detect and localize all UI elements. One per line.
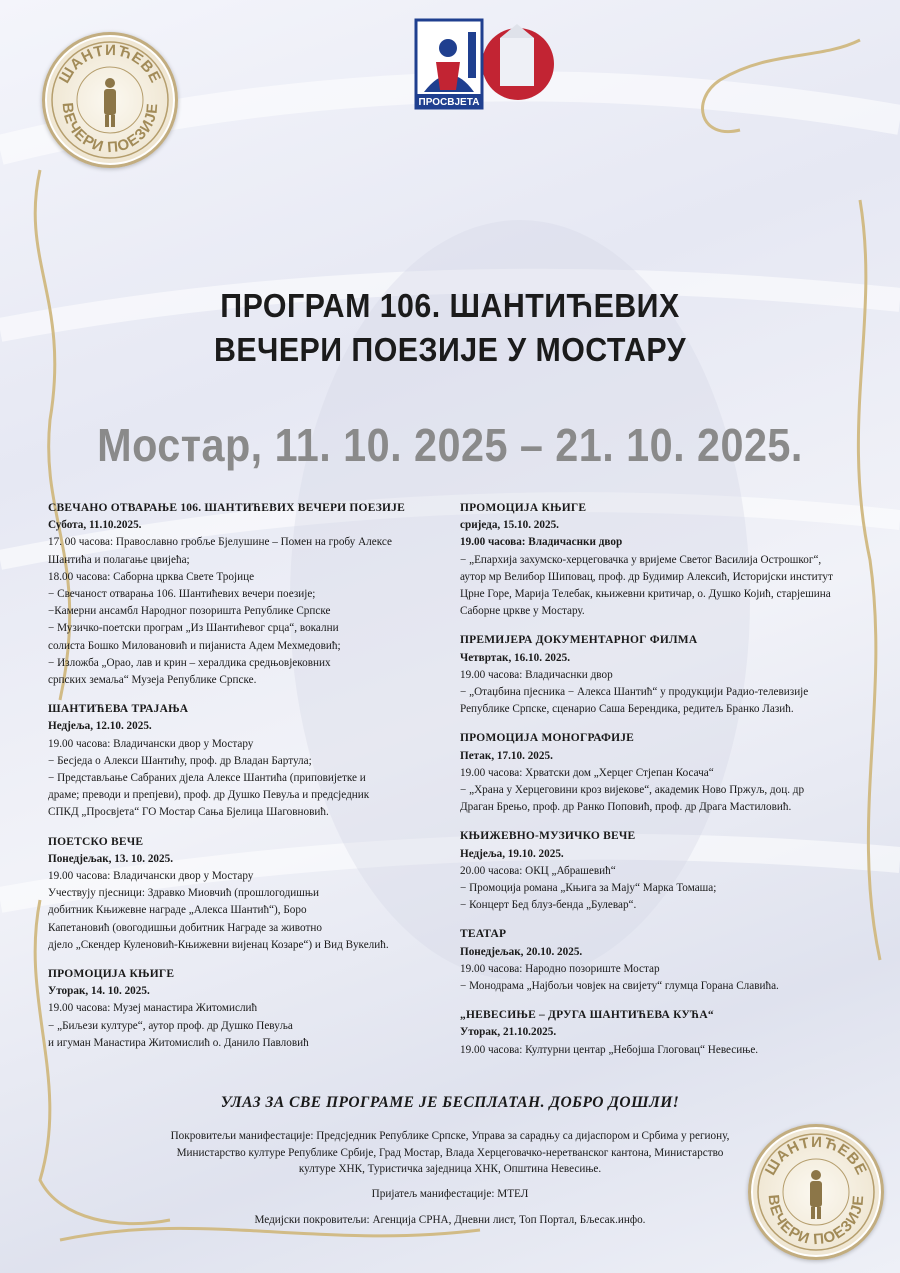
- free-entry-notice: УЛАЗ ЗА СВЕ ПРОГРАМЕ ЈЕ БЕСПЛАТАН. ДОБРО ДОШЛИ!: [220, 1094, 680, 1111]
- sponsors-line: културе ХНК, Туристичка заједница ХНК, Општина Невесиње.: [298, 1163, 602, 1175]
- media-sponsors: Медијски покровитељи: Агенција СРНА, Дневни лист, Топ Портал, Бљесак.инфо.: [254, 1214, 646, 1226]
- sponsors: [110, 1128, 790, 1178]
- section-line: 20.00 часова: ОКЦ „Абрашевић“: [460, 864, 616, 877]
- friend-of-festival: Пријатељ манифестације: МТЕЛ: [371, 1188, 529, 1200]
- section-line: − Бесједа о Алекси Шантићу, проф. др Владан Бартула;: [48, 754, 312, 767]
- section-line: и игуман Манастира Житомислић о. Данило Павловић: [48, 1036, 309, 1049]
- program-section: [460, 500, 860, 620]
- section-line: 19.00 часова: Владичаснки двор: [460, 536, 623, 549]
- section-line: − „Епархија захумско-херцеговачка у вријеме Светог Василија Острошког“,: [460, 553, 822, 566]
- svg-text:ПРОСВЈЕТА: ПРОСВЈЕТА: [418, 97, 480, 108]
- program-column-right: [460, 500, 860, 1071]
- program-column-left: [48, 500, 428, 1064]
- section-line: − „Отаџбина пјесника − Алекса Шантић“ у продукцији Радио-телевизије: [460, 686, 809, 699]
- section-line: − Свечаност отварања 106. Шантићевих вечери поезије;: [48, 588, 316, 601]
- section-line: Црне Горе, Марија Телебак, књижевни критичар, о. Душко Којић, старјешина: [460, 588, 831, 601]
- section-line: − „Биљези културе“, аутор проф. др Душко Певуља: [48, 1019, 293, 1032]
- section-date: Уторак, 14. 10. 2025.: [48, 985, 150, 998]
- sponsors-line: Министарство културе Републике Србије, Град Мостар, Влада Херцеговачко-неретванског кантона, Министарство: [176, 1146, 724, 1159]
- section-date: Субота, 11.10.2025.: [48, 519, 142, 532]
- section-line: − Концерт Бед блуз-бенда „Булевар“.: [460, 899, 637, 912]
- section-line: СПКД „Просвјета“ ГО Мостар Сања Бјелица Шаговновић.: [48, 806, 329, 819]
- program-section: [460, 730, 860, 816]
- program-section: [48, 701, 428, 821]
- section-line: 19.00 часова: Народно позориште Мостар: [460, 962, 660, 975]
- section-title: ПРОМОЦИЈА КЊИГЕ: [48, 968, 175, 981]
- section-line: Шантића и полагање цвијећа;: [48, 553, 190, 566]
- section-line: −Камерни ансамбл Народног позоришта Републике Српске: [48, 605, 331, 618]
- section-line: − Монодрама „Најбољи човјек на свијету“ глумца Горана Славића.: [460, 980, 779, 993]
- program-section: [48, 834, 428, 954]
- section-date: Недјеља, 19.10. 2025.: [460, 847, 564, 860]
- section-date: Уторак, 21.10.2025.: [460, 1026, 557, 1039]
- section-line: − Промоција романа „Књига за Мају“ Марка Томаша;: [460, 882, 717, 895]
- section-date: Понедјељак, 13. 10. 2025.: [48, 852, 174, 865]
- svg-text:ВЕЧЕРИ ПОЕЗИЈЕ: ВЕЧЕРИ ПОЕЗИЈЕ: [58, 101, 162, 157]
- program-section: [48, 500, 428, 689]
- section-title: ТЕАТАР: [460, 928, 507, 941]
- section-line: драме; преводи и препјеви), проф. др Душко Певуља и предсједник: [48, 789, 370, 802]
- svg-text:ШАНТИЋЕВЕ: ШАНТИЋЕВЕ: [761, 1133, 871, 1179]
- section-line: − Изложба „Орао, лав и крин – хералдика средњовјековних: [48, 656, 331, 669]
- section-line: − Представљање Сабраних дјела Алексе Шантића (приповијетке и: [48, 772, 366, 785]
- section-line: Саборне цркве у Мостару.: [460, 605, 585, 618]
- program-section: [460, 632, 860, 718]
- sponsors-line: Покровитељи манифестације: Предсједник Републике Српске, Управа за сарадњу са дијаспором и Србима у региону,: [170, 1130, 730, 1142]
- section-line: 18.00 часова: Саборна црква Свете Тројице: [48, 570, 255, 583]
- section-line: 19.00 часова: Музеј манастира Житомислић: [48, 1002, 258, 1015]
- program-section: [460, 926, 860, 995]
- section-title: ШАНТИЋЕВА ТРАЈАЊА: [48, 703, 189, 716]
- program-section: [460, 1007, 860, 1059]
- section-line: солиста Бошко Миловановић и пијаниста Адем Мехмедовић;: [48, 639, 341, 652]
- program-title: [36, 284, 864, 372]
- program-title-line-1: ПРОГРАМ 106. ШАНТИЋЕВИХ: [220, 287, 680, 324]
- section-date: Понедјељак, 20.10. 2025.: [460, 945, 583, 958]
- section-line: − Музичко-поетски програм „Из Шантићевог срца“, вокални: [48, 622, 339, 635]
- section-line: Учествују пјесници: Здравко Миовчић (прошлогодишњи: [48, 887, 319, 900]
- section-title: ПРЕМИЈЕРА ДОКУМЕНТАРНОГ ФИЛМА: [460, 634, 698, 647]
- section-title: „НЕВЕСИЊЕ – ДРУГА ШАНТИЋЕВА КУЋА“: [460, 1009, 714, 1022]
- section-date: Недјеља, 12.10. 2025.: [48, 720, 152, 733]
- section-title: КЊИЖЕВНО-МУЗИЧКО ВЕЧЕ: [460, 830, 636, 843]
- section-line: 19.00 часова: Владичански двор у Мостару: [48, 737, 254, 750]
- section-title: ПОЕТСКО ВЕЧЕ: [48, 835, 144, 848]
- section-title: СВЕЧАНО ОТВАРАЊЕ 106. ШАНТИЋЕВИХ ВЕЧЕРИ ПОЕЗИЈЕ: [48, 502, 405, 514]
- section-line: − „Храна у Херцеговини кроз вијекове“, академик Ново Пржуљ, доц. др: [460, 784, 805, 797]
- section-line: Републике Српске, сценарио Саша Берендика, редитељ Бранко Лазић.: [460, 703, 794, 716]
- section-line: српских земаља“ Музеја Републике Српске.: [48, 674, 257, 687]
- section-date: сриједа, 15.10. 2025.: [460, 519, 559, 532]
- program-title-line-2: ВЕЧЕРИ ПОЕЗИЈЕ У МОСТАРУ: [213, 331, 687, 368]
- section-date: Четвртак, 16.10. 2025.: [460, 651, 570, 664]
- section-line: добитник Књижевне награде „Алекса Шантић“), Боро: [48, 904, 307, 917]
- section-line: 17. 00 часова: Православно гробље Бјелушине – Помен на гробу Алексе: [48, 536, 392, 549]
- section-line: аутор мр Велибор Шиповац, проф. др Будимир Алексић, Историјски институт: [460, 570, 833, 583]
- festival-seal-top-left: [42, 32, 178, 168]
- section-line: дјело „Скендер Куленовић-Књижевни вијенац Козаре“) и Вид Вукелић.: [48, 938, 389, 951]
- festival-dates: Мостар, 11. 10. 2025 – 21. 10. 2025.: [97, 419, 803, 471]
- section-line: Драган Брењо, проф. др Ранко Поповић, проф. др Драга Мастиловић.: [460, 801, 792, 814]
- section-line: 19.00 часова: Хрватски дом „Херцег Стјепан Косача“: [460, 766, 714, 779]
- section-line: 19.00 часова: Владичански двор у Мостару: [48, 870, 254, 883]
- prosvjeta-logo: [414, 18, 554, 114]
- section-title: ПРОМОЦИЈА МОНОГРАФИЈЕ: [460, 732, 635, 745]
- svg-text:ШАНТИЋЕВЕ: ШАНТИЋЕВЕ: [55, 41, 165, 87]
- program-section: [460, 828, 860, 914]
- section-line: Капетановић (овогодишњи добитник Награде за животно: [48, 921, 322, 934]
- svg-text:ВЕЧЕРИ ПОЕЗИЈЕ: ВЕЧЕРИ ПОЕЗИЈЕ: [764, 1193, 868, 1249]
- section-line: 19.00 часова: Владичаснки двор: [460, 668, 613, 681]
- section-date: Петак, 17.10. 2025.: [460, 749, 553, 762]
- section-line: 19.00 часова: Културни центар „Небојша Глоговац“ Невесиње.: [460, 1043, 759, 1056]
- section-title: ПРОМОЦИЈА КЊИГЕ: [460, 502, 587, 514]
- program-section: [48, 966, 428, 1052]
